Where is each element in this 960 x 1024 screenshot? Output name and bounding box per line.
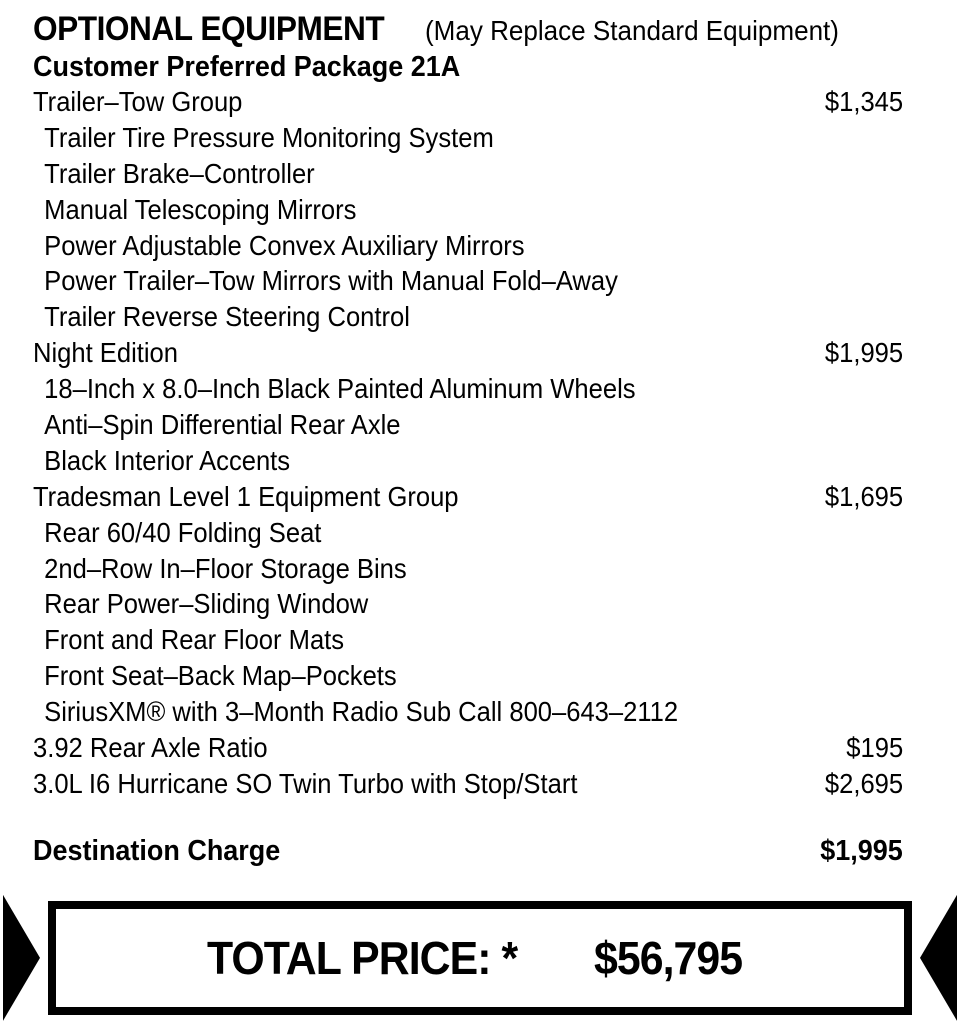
package-title-row — [33, 50, 903, 84]
option-label: Trailer–Tow Group — [33, 86, 243, 117]
equipment-content — [0, 10, 960, 870]
option-row — [33, 551, 903, 587]
option-row — [33, 371, 903, 407]
option-label: 18–Inch x 8.0–Inch Black Painted Aluminum Wheels — [44, 373, 636, 405]
option-row — [33, 299, 903, 335]
destination-charge-label: Destination Charge — [33, 834, 281, 867]
option-row — [33, 730, 903, 766]
option-label: 3.0L I6 Hurricane SO Twin Turbo with Stop/Start — [33, 767, 578, 799]
option-row — [33, 84, 903, 120]
option-label: Front and Rear Floor Mats — [44, 624, 345, 656]
option-label: Black Interior Accents — [44, 444, 291, 476]
option-price: $1,345 — [824, 86, 903, 117]
right-arrow-icon — [920, 895, 957, 1021]
option-label: Rear 60/40 Folding Seat — [44, 516, 322, 548]
total-price-box — [48, 901, 912, 1015]
option-label: Trailer Tire Pressure Monitoring System — [44, 121, 494, 153]
option-row — [33, 658, 903, 694]
option-row — [33, 407, 903, 443]
option-label: Power Trailer–Tow Mirrors with Manual Fold–Away — [44, 265, 618, 297]
option-row — [33, 586, 903, 622]
section-title: OPTIONAL EQUIPMENT — [33, 10, 385, 48]
option-label: Tradesman Level 1 Equipment Group — [33, 480, 459, 512]
option-label: Rear Power–Sliding Window — [44, 588, 369, 620]
option-label: Trailer Brake–Controller — [44, 157, 315, 189]
option-label: Anti–Spin Differential Rear Axle — [44, 409, 401, 441]
destination-charge-row — [33, 833, 903, 870]
option-row — [33, 228, 903, 264]
package-title: Customer Preferred Package 21A — [33, 51, 461, 83]
total-price-value: $56,795 — [594, 931, 743, 984]
destination-charge-price: $1,995 — [820, 834, 903, 867]
option-row — [33, 515, 903, 551]
option-price: $1,695 — [824, 480, 903, 512]
option-price: $195 — [846, 732, 903, 764]
options-list — [33, 84, 903, 802]
option-row — [33, 120, 903, 156]
total-price-banner — [0, 895, 960, 1021]
left-arrow-icon — [3, 895, 40, 1021]
option-row — [33, 156, 903, 192]
option-row — [33, 192, 903, 228]
option-row — [33, 335, 903, 371]
option-label: SiriusXM® with 3–Month Radio Sub Call 800–643–2112 — [44, 696, 679, 728]
option-label: 3.92 Rear Axle Ratio — [33, 732, 268, 764]
option-price: $2,695 — [824, 767, 903, 799]
option-label: 2nd–Row In–Floor Storage Bins — [44, 552, 407, 584]
option-label: Power Adjustable Convex Auxiliary Mirrors — [44, 229, 525, 261]
option-label: Manual Telescoping Mirrors — [44, 193, 357, 225]
option-row — [33, 766, 903, 802]
option-row — [33, 694, 903, 730]
option-row — [33, 443, 903, 479]
option-price: $1,995 — [824, 337, 903, 369]
section-header — [33, 10, 903, 50]
option-label: Trailer Reverse Steering Control — [44, 301, 410, 333]
option-row — [33, 479, 903, 515]
total-price-label: TOTAL PRICE: * — [206, 931, 517, 984]
option-row — [33, 622, 903, 658]
option-row — [33, 263, 903, 299]
option-label: Front Seat–Back Map–Pockets — [44, 660, 397, 692]
section-subtitle: (May Replace Standard Equipment) — [424, 15, 839, 46]
option-label: Night Edition — [33, 337, 179, 369]
